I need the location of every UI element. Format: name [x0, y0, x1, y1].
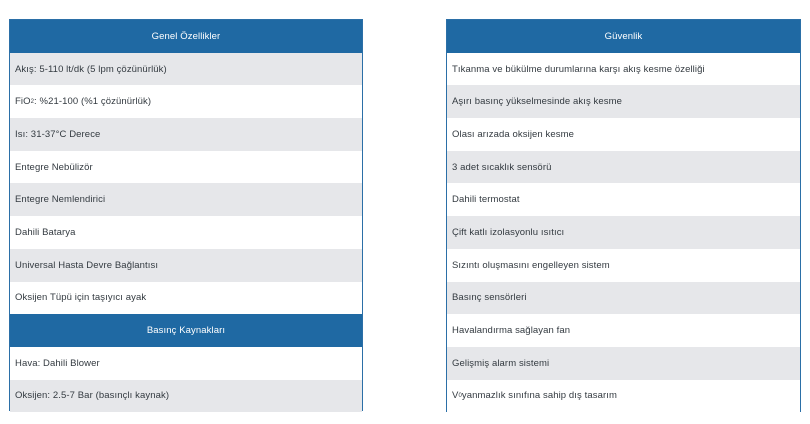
feature-row-flow: Akış: 5-110 lt/dk (5 lpm çözünürlük) [10, 53, 362, 86]
feature-row-fio2: FiO 2 : %21-100 (%1 çözünürlük) [10, 85, 362, 118]
pressure-row-air: Hava: Dahili Blower [10, 347, 362, 380]
general-features-header: Genel Özellikler [10, 20, 362, 53]
feature-row-patient-circuit: Universal Hasta Devre Bağlantısı [10, 249, 362, 282]
feature-row-temperature: Isı: 31-37°C Derece [10, 118, 362, 151]
safety-row-pressure-sensors: Basınç sensörleri [447, 282, 800, 315]
pressure-sources-header: Basınç Kaynakları [10, 314, 362, 347]
safety-row-thermostat: Dahili termostat [447, 183, 800, 216]
general-features-panel [9, 19, 363, 411]
safety-row-leak-prevention: Sızıntı oluşmasını engelleyen sistem [447, 249, 800, 282]
fio2-label: FiO [15, 96, 31, 108]
pressure-row-oxygen: Oksijen: 2.5-7 Bar (basınçlı kaynak) [10, 380, 362, 413]
safety-header: Güvenlik [447, 20, 800, 53]
safety-row-oxygen-cutoff: Olası arızada oksijen kesme [447, 118, 800, 151]
v0-text: yanmazlık sınıfına sahip dış tasarım [461, 390, 618, 402]
feature-row-battery: Dahili Batarya [10, 216, 362, 249]
safety-row-occlusion: Tıkanma ve bükülme durumlarına karşı akış kesme özelliği [447, 53, 800, 86]
safety-row-fan: Havalandırma sağlayan fan [447, 314, 800, 347]
safety-row-overpressure: Aşırı basınç yükselmesinde akış kesme [447, 85, 800, 118]
safety-row-heater: Çift katlı izolasyonlu ısıtıcı [447, 216, 800, 249]
safety-panel [446, 19, 801, 412]
v0-label: V [452, 390, 459, 402]
safety-row-v0-enclosure: V 0 yanmazlık sınıfına sahip dış tasarım [447, 380, 800, 413]
feature-row-oxygen-stand: Oksijen Tüpü için taşıyıcı ayak [10, 282, 362, 315]
safety-row-alarm: Gelişmiş alarm sistemi [447, 347, 800, 380]
feature-row-humidifier: Entegre Nemlendirici [10, 183, 362, 216]
fio2-value: : %21-100 (%1 çözünürlük) [34, 96, 152, 108]
feature-row-nebulizer: Entegre Nebülizör [10, 151, 362, 184]
safety-row-temp-sensors: 3 adet sıcaklık sensörü [447, 151, 800, 184]
